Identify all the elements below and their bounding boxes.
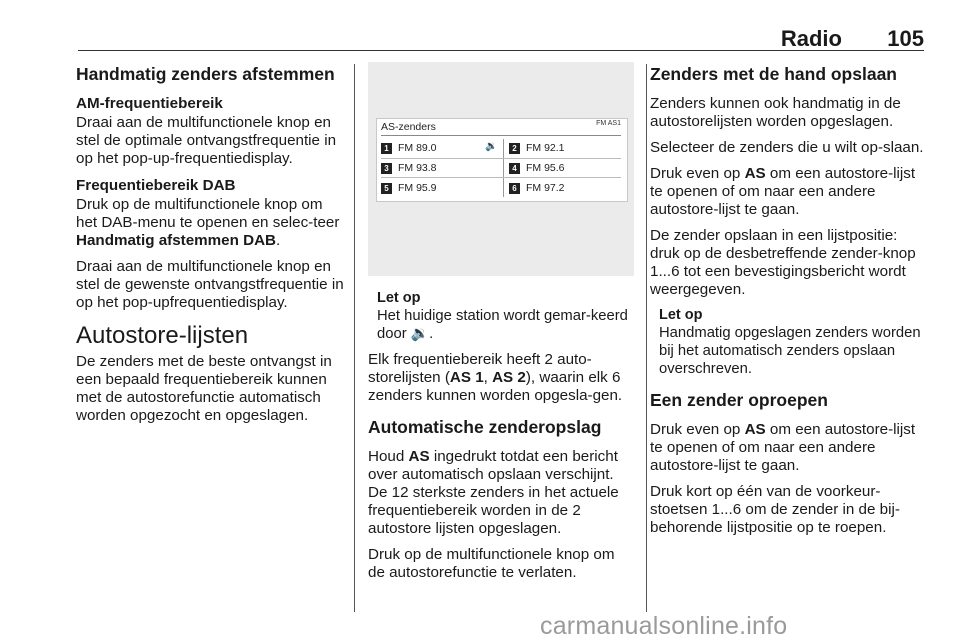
preset-label: FM 95.6: [526, 162, 565, 174]
store-post: om een autostore-lijst te openen of om naar een andere autostore-lijst te gaan.: [650, 165, 916, 218]
auto-post: ingedrukt totdat een bericht over automatisch opslaan verschijnt. De 12 sterkste zenders in het actuele frequentiebereik worden in de 2 autostore lijsten opgeslagen.: [368, 448, 619, 537]
as-button-label: AS: [744, 421, 766, 438]
recall-post: om een autostore-lijst te openen of om naar een andere autostore-lijst te gaan.: [650, 421, 916, 474]
store-pre: Druk even op: [650, 165, 745, 182]
screen-rule: [381, 135, 621, 136]
as-text-3: ), waarin elk 6 zenders kunnen worden opgesla-gen.: [368, 369, 623, 404]
paragraph-store-4: De zender opslaan in een lijstpositie: druk op de desbetreffende zender-knop 1...6 tot een bevestigingsbericht wordt weergegeven.: [650, 227, 916, 298]
paragraph-auto-store-2: Druk op de multifunctionele knop om de autostorefunctie te verlaten.: [368, 546, 615, 581]
preset-button-2[interactable]: [509, 140, 565, 156]
heading-manual-store: Zenders met de hand opslaan: [650, 64, 897, 84]
heading-auto-store: Automatische zenderopslag: [368, 417, 602, 437]
as-button-label: AS: [408, 448, 430, 465]
paragraph-am: Draai aan de multifunctionele knop en stel de optimale ontvangstfrequentie in op het pop-up-frequentiedisplay.: [76, 114, 337, 167]
header-title: Radio: [780, 26, 842, 51]
as-text-1: Elk frequentiebereik heeft 2 auto-storelijsten (: [368, 351, 592, 386]
section-am: [76, 95, 346, 168]
as-button-label: AS: [744, 165, 766, 182]
note-text: Het huidige station wordt gemar-keerd door 🔉.: [377, 308, 628, 342]
paragraph-dab-2: Draai aan de multifunctionele knop en stel de gewenste ontvangstfrequentie in op het pop-upfrequentiedisplay.: [76, 258, 344, 311]
subheading-dab: Frequentiebereik DAB: [76, 177, 236, 194]
preset-number: 1: [381, 143, 392, 154]
note-box-2: [650, 307, 928, 378]
paragraph-recall-1: [650, 421, 928, 475]
subheading-am: AM-frequentiebereik: [76, 95, 223, 112]
note-title: Let op: [377, 290, 421, 306]
paragraph-store-3: [650, 165, 928, 219]
page-header: [78, 18, 924, 51]
paragraph-store-2: Selecteer de zenders die u wilt op-slaan.: [650, 139, 924, 156]
speaker-icon: 🔉: [485, 141, 498, 152]
paragraph-store-1: Zenders kunnen ook handmatig in de autostorelijsten worden opgeslagen.: [650, 95, 901, 130]
as-text-2: ,: [483, 369, 493, 386]
dab-text-post: .: [276, 232, 281, 249]
auto-pre: Houd: [368, 448, 409, 465]
heading-autostore: Autostore-lijsten: [76, 322, 249, 349]
preset-number: 2: [509, 143, 520, 154]
preset-button-1[interactable]: [381, 140, 437, 156]
column-divider-1: [354, 64, 355, 612]
section-dab: [76, 177, 346, 312]
watermark: carmanualsonline.info: [540, 612, 788, 640]
preset-button-6[interactable]: [509, 180, 565, 196]
screen-tag: FM AS1: [596, 120, 621, 127]
preset-number: 4: [509, 163, 520, 174]
preset-button-5[interactable]: [381, 180, 437, 196]
preset-number: 5: [381, 183, 392, 194]
heading-recall: Een zender oproepen: [650, 390, 828, 410]
preset-button-3[interactable]: [381, 160, 437, 176]
paragraph-as-lists: [368, 351, 634, 405]
column-2: [368, 62, 634, 590]
preset-label: FM 93.8: [398, 162, 437, 174]
heading-manual-tuning: Handmatig zenders afstemmen: [76, 64, 335, 84]
screen-figure: [368, 62, 634, 276]
preset-label: FM 92.1: [526, 142, 565, 154]
preset-label: FM 89.0: [398, 142, 437, 154]
row-divider: [381, 158, 621, 159]
recall-pre: Druk even op: [650, 421, 745, 438]
preset-number: 6: [509, 183, 520, 194]
paragraph-auto-store: [368, 448, 634, 538]
as1-label: AS 1: [449, 369, 484, 386]
page-number: 105: [887, 26, 924, 51]
screen-title: AS-zenders: [381, 121, 436, 133]
note-box: [368, 290, 634, 343]
as2-label: AS 2: [492, 369, 526, 386]
paragraph-autostore: De zenders met de beste ontvangst in een bepaald frequentiebereik kunnen met de autostorefunctie automatisch worden opgezocht en opgeslagen.: [76, 353, 332, 424]
preset-number: 3: [381, 163, 392, 174]
paragraph-recall-2: Druk kort op één van de voorkeur-stoetsen 1...6 om de zender in de bij-behorende lijstpositie op te roepen.: [650, 483, 900, 536]
dab-text-pre: Druk op de multifunctionele knop om het DAB-menu te openen en selec-teer: [76, 196, 340, 231]
column-3: [650, 64, 928, 545]
column-1: [76, 64, 346, 433]
preset-label: FM 97.2: [526, 182, 565, 194]
preset-button-4[interactable]: [509, 160, 565, 176]
paragraph-dab: [76, 196, 346, 250]
column-divider-2: [646, 64, 647, 612]
screen-column-separator: [503, 139, 504, 197]
preset-label: FM 95.9: [398, 182, 437, 194]
note-text: Handmatig opgeslagen zenders worden bij het automatisch zenders opslaan overschreven.: [659, 325, 921, 377]
dab-menu-item: Handmatig afstemmen DAB: [76, 232, 277, 249]
note-title: Let op: [659, 307, 703, 323]
as-stations-screen: [376, 118, 628, 202]
row-divider: [381, 177, 621, 178]
